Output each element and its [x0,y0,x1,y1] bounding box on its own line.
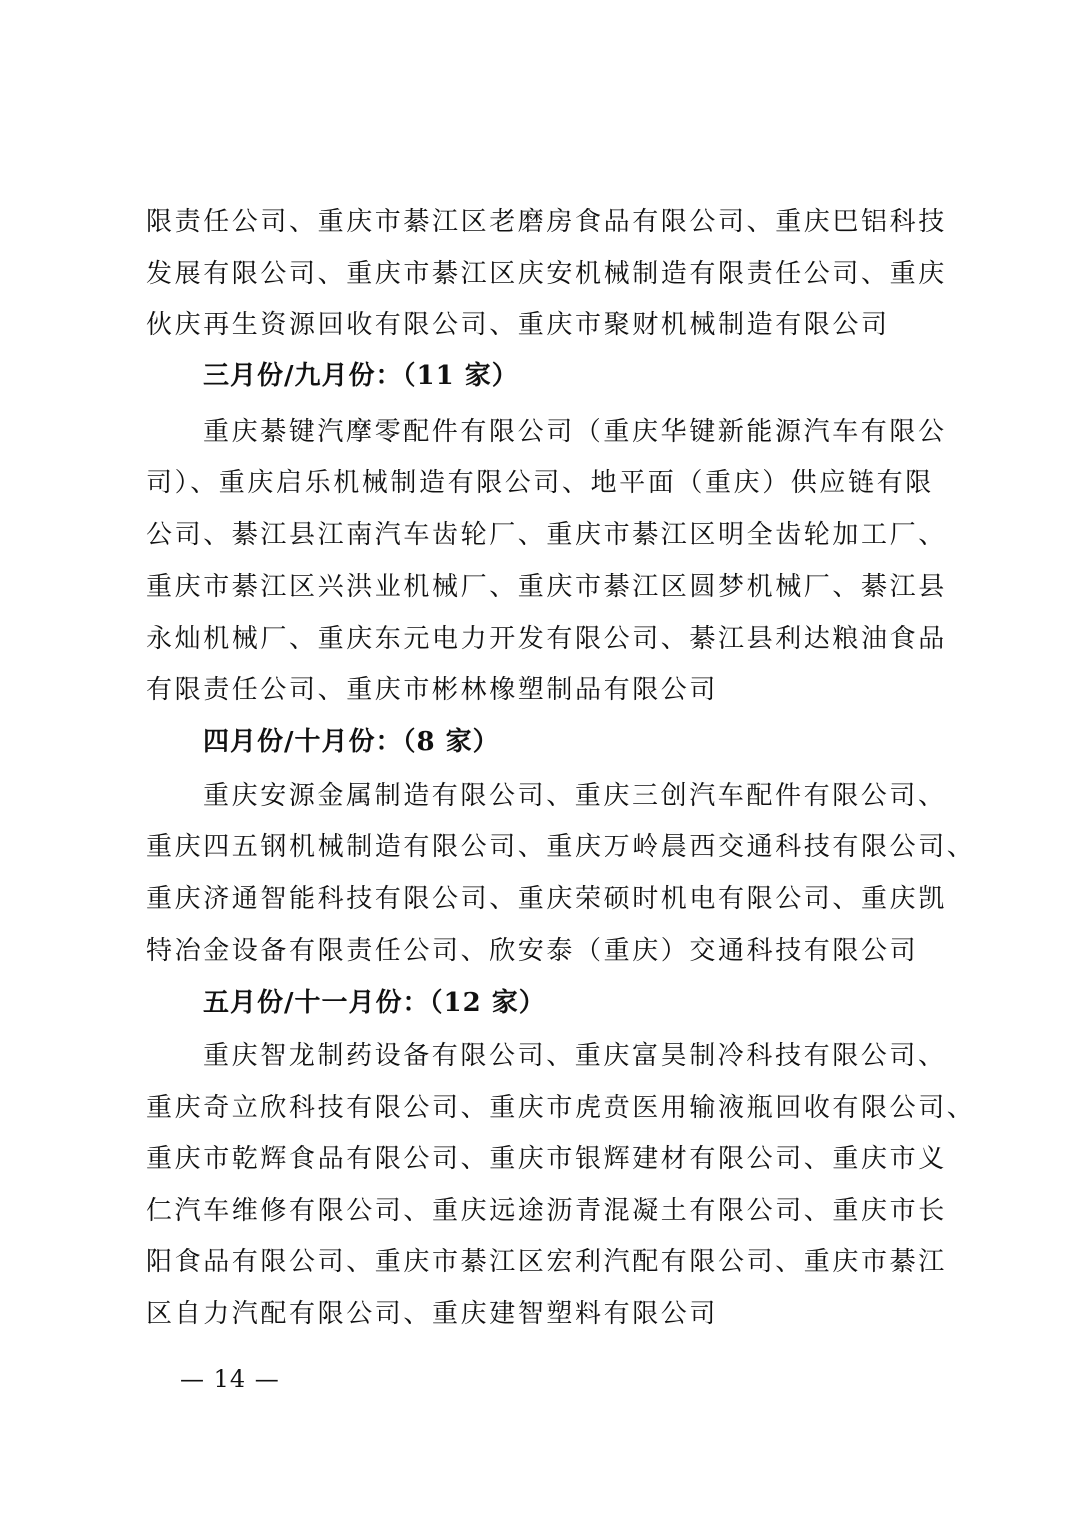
body-line: 区自力汽配有限公司、重庆建智塑料有限公司 [146,1299,719,1329]
body-line: 有限责任公司、重庆市彬林橡塑制品有限公司 [146,675,719,705]
body-line: 公司、綦江县江南汽车齿轮厂、重庆市綦江区明全齿轮加工厂、 [146,520,947,550]
body-line: 伙庆再生资源回收有限公司、重庆市聚财机械制造有限公司 [146,310,890,340]
body-line: 重庆安源金属制造有限公司、重庆三创汽车配件有限公司、 [203,781,947,811]
body-line: 重庆四五钢机械制造有限公司、重庆万岭晨西交通科技有限公司、 [146,832,976,862]
page-number: — 14 — [180,1365,280,1393]
section-heading: 四月份/十月份：（8 家） [203,727,500,757]
body-line: 特冶金设备有限责任公司、欣安泰（重庆）交通科技有限公司 [146,936,919,966]
section-heading: 三月份/九月份：（11 家） [203,361,519,391]
body-line: 发展有限公司、重庆市綦江区庆安机械制造有限责任公司、重庆 [146,259,947,289]
body-line: 重庆市綦江区兴洪业机械厂、重庆市綦江区圆梦机械厂、綦江县 [146,572,947,602]
body-line: 重庆济通智能科技有限公司、重庆荣硕时机电有限公司、重庆凯 [146,884,947,914]
body-line: 永灿机械厂、重庆东元电力开发有限公司、綦江县利达粮油食品 [146,624,947,654]
body-line: 阳食品有限公司、重庆市綦江区宏利汽配有限公司、重庆市綦江 [146,1247,947,1277]
body-line: 重庆市乾辉食品有限公司、重庆市银辉建材有限公司、重庆市义 [146,1144,947,1174]
body-line: 司）、重庆启乐机械制造有限公司、地平面（重庆）供应链有限 [146,468,934,498]
body-line: 限责任公司、重庆市綦江区老磨房食品有限公司、重庆巴铝科技 [146,207,947,237]
body-line: 仁汽车维修有限公司、重庆远途沥青混凝土有限公司、重庆市长 [146,1196,947,1226]
body-line: 重庆綦键汽摩零配件有限公司（重庆华键新能源汽车有限公 [203,417,947,447]
body-line: 重庆奇立欣科技有限公司、重庆市虎贲医用输液瓶回收有限公司、 [146,1093,976,1123]
body-line: 重庆智龙制药设备有限公司、重庆富昊制冷科技有限公司、 [203,1041,947,1071]
section-heading: 五月份/十一月份：（12 家） [203,988,546,1018]
